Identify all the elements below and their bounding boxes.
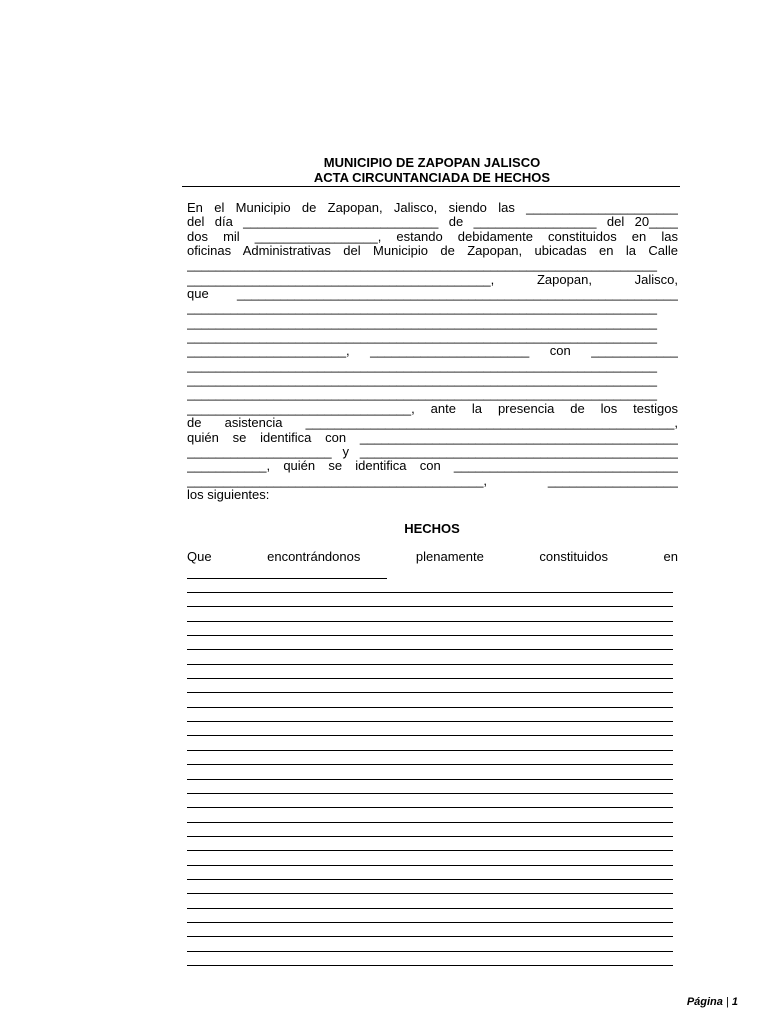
blank-fill-line [187, 952, 673, 966]
page-separator: | [725, 996, 729, 1008]
hechos-section [187, 550, 678, 966]
blank-fill-line [187, 593, 673, 607]
page-number: 1 [731, 996, 738, 1008]
blank-fill-line [187, 708, 673, 722]
intro-line: los siguientes: [187, 487, 270, 502]
intro-line: _________________________________________, __________________ [187, 473, 678, 488]
blank-fill-line [187, 851, 673, 865]
hechos-heading: HECHOS [404, 521, 460, 536]
blank-fill-line [187, 579, 673, 593]
blank-fill-line [187, 765, 673, 779]
intro-line: ___________, quién se identifica con _______________________________ [187, 459, 678, 474]
intro-paragraph [187, 201, 678, 502]
municipality-title: MUNICIPIO DE ZAPOPAN JALISCO [323, 155, 541, 170]
blank-fill-line [187, 837, 673, 851]
hechos-blank-lines [187, 579, 678, 966]
blank-fill-line [187, 808, 673, 822]
blank-fill-line [187, 823, 673, 837]
intro-line: que _____________________________________________________________ [187, 287, 678, 302]
blank-fill-line [187, 736, 673, 750]
intro-line: de asistencia ___________________________________________________, [187, 416, 678, 431]
blank-fill-line [187, 780, 673, 794]
blank-fill-line [187, 607, 673, 621]
intro-line: _________________________________________________________________ [187, 387, 657, 402]
intro-line: ______________________, ______________________ con ____________ [187, 344, 678, 359]
blank-fill-line [187, 923, 673, 937]
act-title: ACTA CIRCUNTANCIADA DE HECHOS [313, 170, 551, 185]
intro-line: dos mil _________________, estando debidamente constituidos en las [187, 229, 678, 244]
intro-line: ____________________ y ____________________________________________ [187, 444, 678, 459]
blank-fill-line [187, 937, 673, 951]
blank-fill-line [187, 693, 673, 707]
blank-fill-line [187, 636, 673, 650]
intro-line: quién se identifica con ____________________________________________ [187, 430, 678, 445]
intro-line: oficinas Administrativas del Municipio de Zapopan, ubicadas en la Calle [187, 244, 678, 259]
intro-line: _________________________________________________________________ [187, 301, 657, 316]
blank-fill-line [187, 909, 673, 923]
blank-fill-line [187, 622, 673, 636]
blank-fill-line [187, 722, 673, 736]
intro-line: del día ___________________________ de _________________ del 20____ [187, 215, 678, 230]
page-label: Página [686, 996, 723, 1008]
title-underline [182, 186, 680, 187]
page-footer [687, 996, 738, 1009]
intro-line: _________________________________________________________________ [187, 358, 657, 373]
intro-line: __________________________________________, Zapopan, Jalisco, [187, 272, 678, 287]
blank-fill-line [187, 564, 387, 578]
intro-line: _________________________________________________________________ [187, 330, 657, 345]
blank-fill-line [187, 679, 673, 693]
blank-fill-line [187, 894, 673, 908]
blank-fill-line [187, 866, 673, 880]
blank-fill-line [187, 751, 673, 765]
hechos-first-line: Que encontrándonos plenamente constituidos en [187, 550, 678, 564]
blank-fill-line [187, 665, 673, 679]
intro-line: _________________________________________________________________ [187, 315, 657, 330]
intro-line: _______________________________, ante la presencia de los testigos [187, 401, 678, 416]
blank-fill-line [187, 880, 673, 894]
blank-fill-line [187, 794, 673, 808]
intro-line: _________________________________________________________________ [187, 373, 657, 388]
blank-fill-line [187, 650, 673, 664]
intro-line: _________________________________________________________________ [187, 258, 657, 273]
intro-line: En el Municipio de Zapopan, Jalisco, siendo las _____________________ [187, 201, 678, 215]
